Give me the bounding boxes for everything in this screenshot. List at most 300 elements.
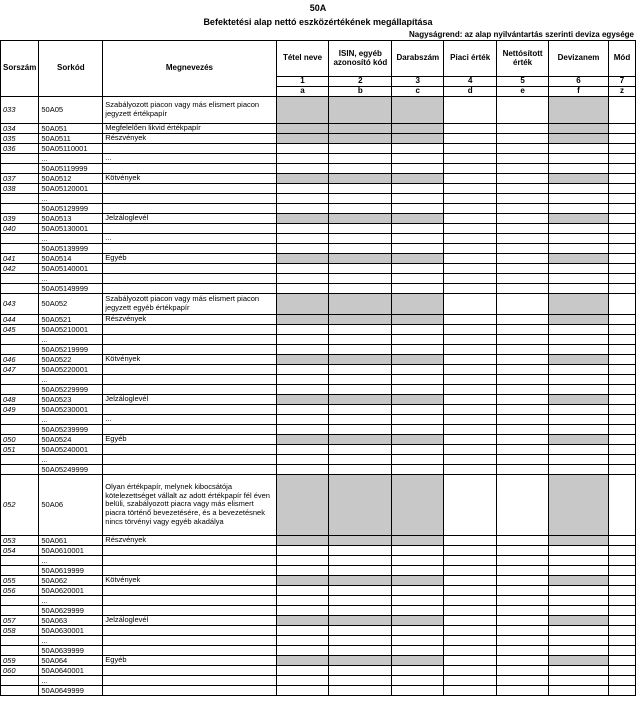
data-cell[interactable]: [608, 635, 635, 645]
data-cell[interactable]: [392, 344, 444, 354]
data-cell[interactable]: [392, 334, 444, 344]
data-cell[interactable]: [444, 193, 497, 203]
data-cell[interactable]: [497, 163, 549, 173]
data-cell[interactable]: [329, 545, 392, 555]
data-cell[interactable]: [329, 153, 392, 163]
data-cell[interactable]: [276, 96, 329, 123]
data-cell[interactable]: [329, 334, 392, 344]
data-cell[interactable]: [392, 474, 444, 535]
data-cell[interactable]: [497, 263, 549, 273]
data-cell[interactable]: [497, 283, 549, 293]
data-cell[interactable]: [276, 354, 329, 364]
data-cell[interactable]: [608, 625, 635, 635]
data-cell[interactable]: [608, 163, 635, 173]
data-cell[interactable]: [329, 183, 392, 193]
data-cell[interactable]: [276, 293, 329, 314]
data-cell[interactable]: [444, 203, 497, 213]
data-cell[interactable]: [276, 635, 329, 645]
data-cell[interactable]: [497, 635, 549, 645]
data-cell[interactable]: [549, 193, 609, 203]
data-cell[interactable]: [549, 334, 609, 344]
data-cell[interactable]: [329, 394, 392, 404]
data-cell[interactable]: [497, 655, 549, 665]
data-cell[interactable]: [444, 123, 497, 133]
data-cell[interactable]: [497, 444, 549, 454]
data-cell[interactable]: [497, 645, 549, 655]
data-cell[interactable]: [444, 474, 497, 535]
data-cell[interactable]: [329, 273, 392, 283]
data-cell[interactable]: [444, 384, 497, 394]
data-cell[interactable]: [444, 344, 497, 354]
data-cell[interactable]: [444, 283, 497, 293]
data-cell[interactable]: [608, 354, 635, 364]
data-cell[interactable]: [276, 434, 329, 444]
data-cell[interactable]: [444, 163, 497, 173]
data-cell[interactable]: [276, 585, 329, 595]
data-cell[interactable]: [392, 354, 444, 364]
data-cell[interactable]: [608, 173, 635, 183]
data-cell[interactable]: [392, 223, 444, 233]
data-cell[interactable]: [497, 464, 549, 474]
data-cell[interactable]: [276, 685, 329, 695]
data-cell[interactable]: [549, 434, 609, 444]
data-cell[interactable]: [497, 344, 549, 354]
data-cell[interactable]: [329, 143, 392, 153]
data-cell[interactable]: [497, 625, 549, 635]
data-cell[interactable]: [497, 273, 549, 283]
data-cell[interactable]: [392, 635, 444, 645]
data-cell[interactable]: [329, 685, 392, 695]
data-cell[interactable]: [608, 203, 635, 213]
data-cell[interactable]: [549, 143, 609, 153]
data-cell[interactable]: [497, 213, 549, 223]
data-cell[interactable]: [608, 123, 635, 133]
data-cell[interactable]: [608, 314, 635, 324]
data-cell[interactable]: [549, 645, 609, 655]
data-cell[interactable]: [392, 273, 444, 283]
data-cell[interactable]: [329, 434, 392, 444]
data-cell[interactable]: [276, 575, 329, 585]
data-cell[interactable]: [444, 615, 497, 625]
data-cell[interactable]: [329, 123, 392, 133]
data-cell[interactable]: [549, 354, 609, 364]
data-cell[interactable]: [549, 665, 609, 675]
data-cell[interactable]: [392, 665, 444, 675]
data-cell[interactable]: [276, 374, 329, 384]
data-cell[interactable]: [497, 535, 549, 545]
data-cell[interactable]: [392, 133, 444, 143]
data-cell[interactable]: [329, 474, 392, 535]
data-cell[interactable]: [549, 253, 609, 263]
data-cell[interactable]: [608, 233, 635, 243]
data-cell[interactable]: [276, 464, 329, 474]
data-cell[interactable]: [497, 153, 549, 163]
data-cell[interactable]: [497, 565, 549, 575]
data-cell[interactable]: [392, 183, 444, 193]
data-cell[interactable]: [497, 434, 549, 444]
data-cell[interactable]: [276, 645, 329, 655]
data-cell[interactable]: [608, 605, 635, 615]
data-cell[interactable]: [276, 444, 329, 454]
data-cell[interactable]: [444, 374, 497, 384]
data-cell[interactable]: [329, 635, 392, 645]
data-cell[interactable]: [444, 183, 497, 193]
data-cell[interactable]: [608, 474, 635, 535]
data-cell[interactable]: [549, 183, 609, 193]
data-cell[interactable]: [549, 394, 609, 404]
data-cell[interactable]: [276, 384, 329, 394]
data-cell[interactable]: [276, 273, 329, 283]
data-cell[interactable]: [608, 565, 635, 575]
data-cell[interactable]: [549, 605, 609, 615]
data-cell[interactable]: [608, 96, 635, 123]
data-cell[interactable]: [549, 635, 609, 645]
data-cell[interactable]: [329, 203, 392, 213]
data-cell[interactable]: [444, 233, 497, 243]
data-cell[interactable]: [276, 223, 329, 233]
data-cell[interactable]: [444, 685, 497, 695]
data-cell[interactable]: [608, 675, 635, 685]
data-cell[interactable]: [276, 243, 329, 253]
data-cell[interactable]: [549, 444, 609, 454]
data-cell[interactable]: [497, 324, 549, 334]
data-cell[interactable]: [329, 454, 392, 464]
data-cell[interactable]: [549, 565, 609, 575]
data-cell[interactable]: [608, 293, 635, 314]
data-cell[interactable]: [392, 314, 444, 324]
data-cell[interactable]: [497, 173, 549, 183]
data-cell[interactable]: [329, 645, 392, 655]
data-cell[interactable]: [608, 444, 635, 454]
data-cell[interactable]: [276, 173, 329, 183]
data-cell[interactable]: [608, 685, 635, 695]
data-cell[interactable]: [392, 444, 444, 454]
data-cell[interactable]: [608, 404, 635, 414]
data-cell[interactable]: [608, 535, 635, 545]
data-cell[interactable]: [497, 96, 549, 123]
data-cell[interactable]: [276, 334, 329, 344]
data-cell[interactable]: [329, 263, 392, 273]
data-cell[interactable]: [329, 555, 392, 565]
data-cell[interactable]: [549, 223, 609, 233]
data-cell[interactable]: [444, 394, 497, 404]
data-cell[interactable]: [329, 163, 392, 173]
data-cell[interactable]: [444, 324, 497, 334]
data-cell[interactable]: [608, 555, 635, 565]
data-cell[interactable]: [444, 96, 497, 123]
data-cell[interactable]: [276, 183, 329, 193]
data-cell[interactable]: [444, 605, 497, 615]
data-cell[interactable]: [276, 364, 329, 374]
data-cell[interactable]: [276, 394, 329, 404]
data-cell[interactable]: [497, 394, 549, 404]
data-cell[interactable]: [444, 635, 497, 645]
data-cell[interactable]: [497, 545, 549, 555]
data-cell[interactable]: [276, 123, 329, 133]
data-cell[interactable]: [276, 314, 329, 324]
data-cell[interactable]: [329, 665, 392, 675]
data-cell[interactable]: [497, 354, 549, 364]
data-cell[interactable]: [329, 565, 392, 575]
data-cell[interactable]: [276, 153, 329, 163]
data-cell[interactable]: [392, 293, 444, 314]
data-cell[interactable]: [608, 324, 635, 334]
data-cell[interactable]: [329, 655, 392, 665]
data-cell[interactable]: [549, 293, 609, 314]
data-cell[interactable]: [549, 655, 609, 665]
data-cell[interactable]: [608, 193, 635, 203]
data-cell[interactable]: [497, 123, 549, 133]
data-cell[interactable]: [444, 364, 497, 374]
data-cell[interactable]: [392, 253, 444, 263]
data-cell[interactable]: [608, 183, 635, 193]
data-cell[interactable]: [329, 293, 392, 314]
data-cell[interactable]: [444, 454, 497, 464]
data-cell[interactable]: [549, 243, 609, 253]
data-cell[interactable]: [329, 364, 392, 374]
data-cell[interactable]: [549, 555, 609, 565]
data-cell[interactable]: [276, 143, 329, 153]
data-cell[interactable]: [392, 163, 444, 173]
data-cell[interactable]: [392, 123, 444, 133]
data-cell[interactable]: [444, 434, 497, 444]
data-cell[interactable]: [392, 153, 444, 163]
data-cell[interactable]: [549, 283, 609, 293]
data-cell[interactable]: [276, 233, 329, 243]
data-cell[interactable]: [276, 675, 329, 685]
data-cell[interactable]: [608, 143, 635, 153]
data-cell[interactable]: [392, 464, 444, 474]
data-cell[interactable]: [392, 615, 444, 625]
data-cell[interactable]: [549, 324, 609, 334]
data-cell[interactable]: [497, 314, 549, 324]
data-cell[interactable]: [444, 625, 497, 635]
data-cell[interactable]: [497, 615, 549, 625]
data-cell[interactable]: [276, 474, 329, 535]
data-cell[interactable]: [497, 223, 549, 233]
data-cell[interactable]: [276, 133, 329, 143]
data-cell[interactable]: [549, 123, 609, 133]
data-cell[interactable]: [392, 193, 444, 203]
data-cell[interactable]: [608, 384, 635, 394]
data-cell[interactable]: [549, 163, 609, 173]
data-cell[interactable]: [444, 253, 497, 263]
data-cell[interactable]: [276, 163, 329, 173]
data-cell[interactable]: [392, 203, 444, 213]
data-cell[interactable]: [608, 213, 635, 223]
data-cell[interactable]: [329, 133, 392, 143]
data-cell[interactable]: [497, 575, 549, 585]
data-cell[interactable]: [497, 193, 549, 203]
data-cell[interactable]: [608, 334, 635, 344]
data-cell[interactable]: [549, 173, 609, 183]
data-cell[interactable]: [549, 364, 609, 374]
data-cell[interactable]: [329, 243, 392, 253]
data-cell[interactable]: [276, 565, 329, 575]
data-cell[interactable]: [329, 675, 392, 685]
data-cell[interactable]: [444, 464, 497, 474]
data-cell[interactable]: [549, 474, 609, 535]
data-cell[interactable]: [444, 585, 497, 595]
data-cell[interactable]: [329, 605, 392, 615]
data-cell[interactable]: [497, 203, 549, 213]
data-cell[interactable]: [444, 273, 497, 283]
data-cell[interactable]: [497, 243, 549, 253]
data-cell[interactable]: [549, 585, 609, 595]
data-cell[interactable]: [497, 143, 549, 153]
data-cell[interactable]: [608, 545, 635, 555]
data-cell[interactable]: [392, 394, 444, 404]
data-cell[interactable]: [392, 263, 444, 273]
data-cell[interactable]: [392, 213, 444, 223]
data-cell[interactable]: [276, 424, 329, 434]
data-cell[interactable]: [497, 424, 549, 434]
data-cell[interactable]: [329, 354, 392, 364]
data-cell[interactable]: [549, 133, 609, 143]
data-cell[interactable]: [549, 404, 609, 414]
data-cell[interactable]: [329, 384, 392, 394]
data-cell[interactable]: [276, 555, 329, 565]
data-cell[interactable]: [329, 374, 392, 384]
data-cell[interactable]: [608, 253, 635, 263]
data-cell[interactable]: [549, 675, 609, 685]
data-cell[interactable]: [329, 233, 392, 243]
data-cell[interactable]: [444, 314, 497, 324]
data-cell[interactable]: [549, 314, 609, 324]
data-cell[interactable]: [329, 535, 392, 545]
data-cell[interactable]: [392, 324, 444, 334]
data-cell[interactable]: [549, 545, 609, 555]
data-cell[interactable]: [392, 575, 444, 585]
data-cell[interactable]: [392, 605, 444, 615]
data-cell[interactable]: [549, 625, 609, 635]
data-cell[interactable]: [392, 96, 444, 123]
data-cell[interactable]: [276, 213, 329, 223]
data-cell[interactable]: [329, 253, 392, 263]
data-cell[interactable]: [549, 454, 609, 464]
data-cell[interactable]: [608, 153, 635, 163]
data-cell[interactable]: [549, 344, 609, 354]
data-cell[interactable]: [392, 143, 444, 153]
data-cell[interactable]: [444, 645, 497, 655]
data-cell[interactable]: [276, 193, 329, 203]
data-cell[interactable]: [392, 675, 444, 685]
data-cell[interactable]: [329, 283, 392, 293]
data-cell[interactable]: [392, 374, 444, 384]
data-cell[interactable]: [549, 233, 609, 243]
data-cell[interactable]: [276, 253, 329, 263]
data-cell[interactable]: [444, 334, 497, 344]
data-cell[interactable]: [444, 555, 497, 565]
data-cell[interactable]: [329, 213, 392, 223]
data-cell[interactable]: [276, 404, 329, 414]
data-cell[interactable]: [329, 444, 392, 454]
data-cell[interactable]: [444, 223, 497, 233]
data-cell[interactable]: [608, 424, 635, 434]
data-cell[interactable]: [276, 344, 329, 354]
data-cell[interactable]: [392, 283, 444, 293]
data-cell[interactable]: [497, 334, 549, 344]
data-cell[interactable]: [549, 263, 609, 273]
data-cell[interactable]: [276, 655, 329, 665]
data-cell[interactable]: [392, 384, 444, 394]
data-cell[interactable]: [444, 665, 497, 675]
data-cell[interactable]: [608, 615, 635, 625]
data-cell[interactable]: [276, 665, 329, 675]
data-cell[interactable]: [549, 96, 609, 123]
data-cell[interactable]: [444, 595, 497, 605]
data-cell[interactable]: [392, 233, 444, 243]
data-cell[interactable]: [392, 585, 444, 595]
data-cell[interactable]: [276, 535, 329, 545]
data-cell[interactable]: [549, 414, 609, 424]
data-cell[interactable]: [497, 595, 549, 605]
data-cell[interactable]: [444, 293, 497, 314]
data-cell[interactable]: [392, 404, 444, 414]
data-cell[interactable]: [608, 243, 635, 253]
data-cell[interactable]: [392, 545, 444, 555]
data-cell[interactable]: [608, 283, 635, 293]
data-cell[interactable]: [444, 545, 497, 555]
data-cell[interactable]: [444, 424, 497, 434]
data-cell[interactable]: [444, 565, 497, 575]
data-cell[interactable]: [608, 394, 635, 404]
data-cell[interactable]: [608, 434, 635, 444]
data-cell[interactable]: [444, 655, 497, 665]
data-cell[interactable]: [444, 404, 497, 414]
data-cell[interactable]: [497, 133, 549, 143]
data-cell[interactable]: [608, 645, 635, 655]
data-cell[interactable]: [497, 183, 549, 193]
data-cell[interactable]: [549, 273, 609, 283]
data-cell[interactable]: [329, 414, 392, 424]
data-cell[interactable]: [549, 685, 609, 695]
data-cell[interactable]: [444, 575, 497, 585]
data-cell[interactable]: [392, 434, 444, 444]
data-cell[interactable]: [276, 203, 329, 213]
data-cell[interactable]: [549, 464, 609, 474]
data-cell[interactable]: [549, 424, 609, 434]
data-cell[interactable]: [608, 374, 635, 384]
data-cell[interactable]: [549, 374, 609, 384]
data-cell[interactable]: [497, 675, 549, 685]
data-cell[interactable]: [497, 384, 549, 394]
data-cell[interactable]: [329, 324, 392, 334]
data-cell[interactable]: [444, 675, 497, 685]
data-cell[interactable]: [392, 565, 444, 575]
data-cell[interactable]: [497, 253, 549, 263]
data-cell[interactable]: [497, 605, 549, 615]
data-cell[interactable]: [497, 404, 549, 414]
data-cell[interactable]: [444, 414, 497, 424]
data-cell[interactable]: [608, 273, 635, 283]
data-cell[interactable]: [329, 404, 392, 414]
data-cell[interactable]: [549, 203, 609, 213]
data-cell[interactable]: [608, 263, 635, 273]
data-cell[interactable]: [392, 655, 444, 665]
data-cell[interactable]: [497, 555, 549, 565]
data-cell[interactable]: [549, 384, 609, 394]
data-cell[interactable]: [392, 173, 444, 183]
data-cell[interactable]: [329, 595, 392, 605]
data-cell[interactable]: [276, 545, 329, 555]
data-cell[interactable]: [608, 454, 635, 464]
data-cell[interactable]: [276, 414, 329, 424]
data-cell[interactable]: [392, 424, 444, 434]
data-cell[interactable]: [608, 575, 635, 585]
data-cell[interactable]: [497, 685, 549, 695]
data-cell[interactable]: [276, 595, 329, 605]
